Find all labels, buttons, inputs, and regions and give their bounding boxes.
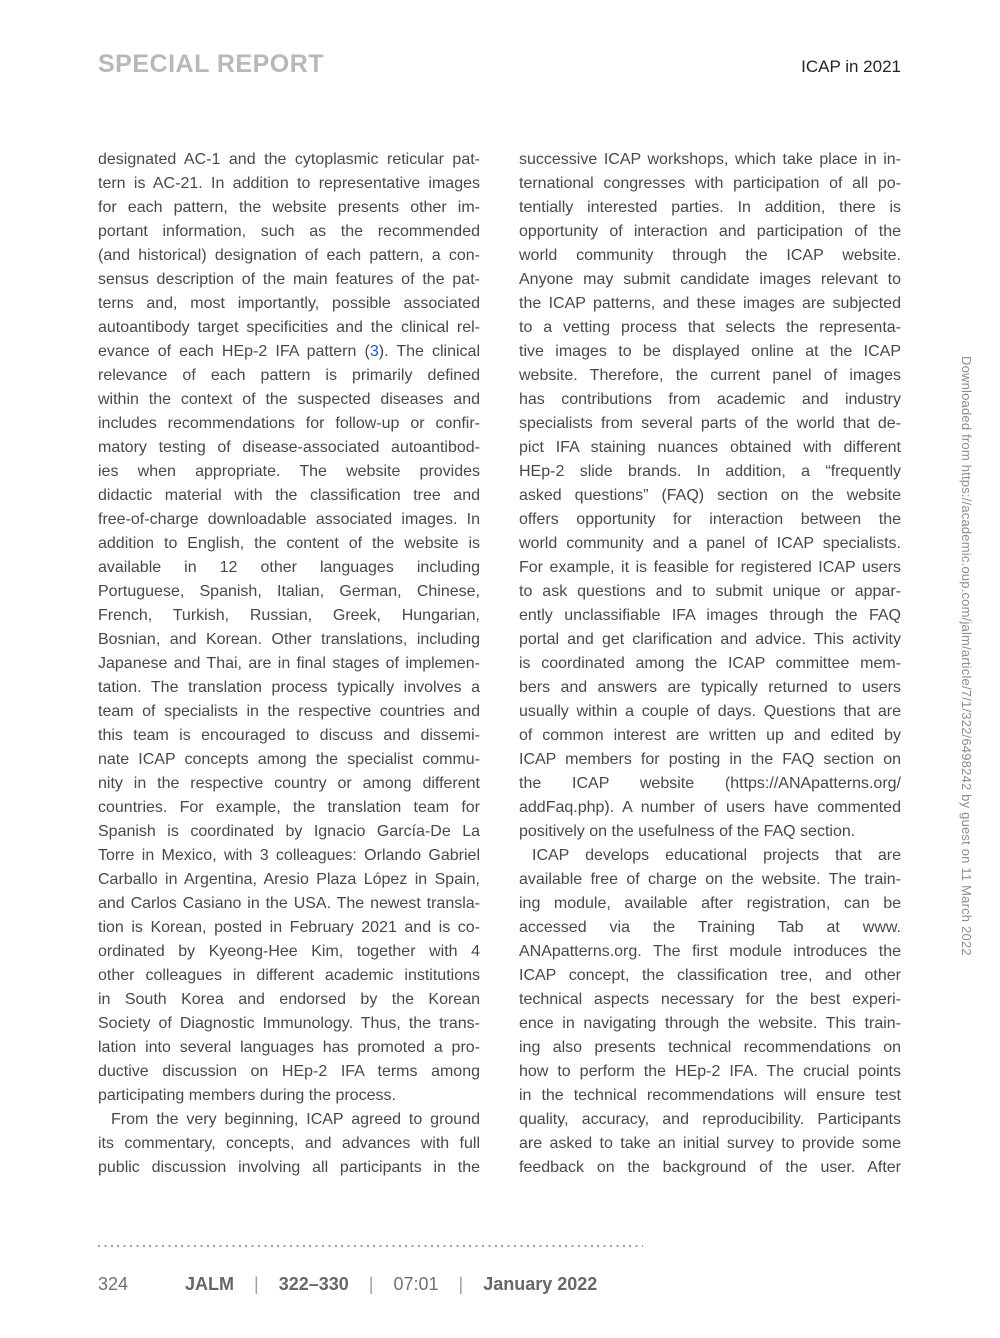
text-segment: to ask questions and to submit unique or appar- xyxy=(519,583,901,600)
text-segment: accessed via the Training Tab at www. xyxy=(519,919,901,936)
text-line xyxy=(98,676,480,700)
text-line xyxy=(519,196,901,220)
text-segment: opportunity of interaction and participation of the xyxy=(519,223,901,240)
text-line xyxy=(519,460,901,484)
text-segment: ing module, available after registration, can be xyxy=(519,895,901,912)
text-segment: the ICAP website (https://ANApatterns.org/ xyxy=(519,775,901,792)
text-line xyxy=(519,580,901,604)
text-segment: this team is encouraged to discuss and dissemi- xyxy=(98,727,480,744)
text-segment: ICAP develops educational projects that are xyxy=(532,847,901,864)
text-segment: bers and answers are typically returned to users xyxy=(519,679,901,696)
text-segment: other colleagues in different academic institutions xyxy=(98,967,480,984)
text-line xyxy=(98,532,480,556)
volume-issue: 07:01 xyxy=(393,1274,439,1294)
text-line xyxy=(98,172,480,196)
text-segment: sensus description of the main features of the pat- xyxy=(98,271,480,288)
text-segment: free-of-charge downloadable associated images. In xyxy=(98,511,480,528)
text-segment: usually within a couple of days. Questions that are xyxy=(519,703,901,720)
text-segment: Torre in Mexico, with 3 colleagues: Orlando Gabriel xyxy=(98,847,480,864)
text-segment: relevance of each pattern is primarily defined xyxy=(98,367,480,384)
text-line xyxy=(98,1156,480,1180)
text-line xyxy=(98,364,480,388)
text-line xyxy=(519,604,901,628)
text-line xyxy=(519,724,901,748)
text-segment: ently unclassifiable IFA images through the FAQ xyxy=(519,607,901,624)
text-line xyxy=(519,1156,901,1180)
text-segment: tion is Korean, posted in February 2021 and is co- xyxy=(98,919,480,936)
text-segment: its commentary, concepts, and advances with full xyxy=(98,1135,480,1152)
text-line xyxy=(519,1132,901,1156)
text-line xyxy=(98,604,480,628)
text-segment: countries. For example, the translation team for xyxy=(98,799,480,816)
text-line xyxy=(98,484,480,508)
text-segment: has contributions from academic and industry xyxy=(519,391,901,408)
text-line xyxy=(98,796,480,820)
text-segment: tern is AC-21. In addition to representative images xyxy=(98,175,480,192)
text-line xyxy=(98,316,480,340)
journal-abbrev: JALM xyxy=(185,1274,234,1294)
text-line xyxy=(98,460,480,484)
text-line xyxy=(98,964,480,988)
page-header xyxy=(98,50,901,79)
text-line xyxy=(519,316,901,340)
footer-separator: | xyxy=(368,1274,374,1294)
text-segment: terns and, most importantly, possible associated xyxy=(98,295,480,312)
text-line xyxy=(519,1084,901,1108)
issue-date: January 2022 xyxy=(483,1274,598,1294)
text-line xyxy=(519,1108,901,1132)
text-segment: are asked to take an initial survey to provide some xyxy=(519,1135,901,1152)
download-watermark: Downloaded from https://academic.oup.com/jalm/article/7/1/322/6498242 by guest on 11 March 2022 xyxy=(959,356,974,956)
citation-link[interactable]: 3 xyxy=(369,343,379,360)
text-line xyxy=(519,868,901,892)
footer-separator: | xyxy=(254,1274,259,1294)
text-segment: specialists from several parts of the world that de- xyxy=(519,415,901,432)
footer-divider xyxy=(98,1245,643,1247)
text-line xyxy=(98,700,480,724)
text-segment: ternational congresses with participation of all po- xyxy=(519,175,901,192)
text-line xyxy=(519,748,901,772)
text-line xyxy=(98,988,480,1012)
text-segment: within the context of the suspected diseases and xyxy=(98,391,480,408)
text-line xyxy=(98,388,480,412)
text-line xyxy=(98,196,480,220)
text-line xyxy=(98,244,480,268)
text-segment: world community and a panel of ICAP specialists. xyxy=(519,535,901,552)
text-segment: quality, accuracy, and reproducibility. Participants xyxy=(519,1111,901,1128)
text-line xyxy=(519,652,901,676)
text-line xyxy=(98,892,480,916)
text-line xyxy=(519,412,901,436)
text-line xyxy=(519,988,901,1012)
text-line xyxy=(98,628,480,652)
text-segment: of common interest are written up and edited by xyxy=(519,727,901,744)
text-line xyxy=(519,220,901,244)
text-segment: nate ICAP concepts among the specialist commu- xyxy=(98,751,480,768)
text-line xyxy=(519,484,901,508)
text-segment: ICAP concept, the classification tree, and other xyxy=(519,967,901,984)
text-line xyxy=(519,964,901,988)
text-segment: Society of Diagnostic Immunology. Thus, the trans- xyxy=(98,1015,480,1032)
text-line xyxy=(519,292,901,316)
text-segment: (and historical) designation of each pattern, a con- xyxy=(98,247,480,264)
text-line xyxy=(519,508,901,532)
text-segment: Carballo in Argentina, Aresio Plaza López in Spain, xyxy=(98,871,480,888)
text-segment: in South Korea and endorsed by the Korean xyxy=(98,991,480,1008)
text-segment: addition to English, the content of the website is xyxy=(98,535,480,552)
page-number: 324 xyxy=(98,1274,129,1294)
text-line xyxy=(98,292,480,316)
page-footer xyxy=(98,1245,901,1295)
text-segment: addFaq.php). A number of users have commented xyxy=(519,799,901,816)
text-segment: designated AC-1 and the cytoplasmic reticular pat- xyxy=(98,151,480,168)
text-segment: website. Therefore, the current panel of images xyxy=(519,367,901,384)
text-line xyxy=(98,1012,480,1036)
text-line xyxy=(98,1084,480,1108)
text-line xyxy=(98,340,480,364)
text-line xyxy=(98,148,480,172)
text-segment: tation. The translation process typically involves a xyxy=(98,679,480,696)
text-segment: offers opportunity for interaction between the xyxy=(519,511,901,528)
text-segment: includes recommendations for follow-up or confir- xyxy=(98,415,480,432)
text-segment: is coordinated among the ICAP committee mem- xyxy=(519,655,901,672)
text-line xyxy=(519,796,901,820)
text-line xyxy=(98,1108,480,1132)
text-line xyxy=(98,412,480,436)
text-segment: available free of charge on the website. The train- xyxy=(519,871,901,888)
text-line xyxy=(98,220,480,244)
text-line xyxy=(98,508,480,532)
text-segment: tentially interested parties. In addition, there is xyxy=(519,199,901,216)
text-segment: tive images to be displayed online at the ICAP xyxy=(519,343,901,360)
running-title: ICAP in 2021 xyxy=(801,57,901,76)
text-line xyxy=(519,892,901,916)
text-segment: matory testing of disease-associated autoantibod- xyxy=(98,439,480,456)
text-line xyxy=(519,148,901,172)
text-segment: available in 12 other languages including xyxy=(98,559,480,576)
text-segment: nity in the respective country or among different xyxy=(98,775,480,792)
text-line xyxy=(519,340,901,364)
text-line xyxy=(98,1060,480,1084)
text-line xyxy=(98,652,480,676)
text-line xyxy=(519,172,901,196)
text-line xyxy=(98,436,480,460)
text-segment: ). The clinical xyxy=(378,343,480,360)
text-segment: For example, it is feasible for registered ICAP users xyxy=(519,559,901,576)
text-segment: pict IFA staining nuances obtained with different xyxy=(519,439,901,456)
text-line xyxy=(519,772,901,796)
text-line xyxy=(98,724,480,748)
text-segment: French, Turkish, Russian, Greek, Hungarian, xyxy=(98,607,480,624)
text-line xyxy=(98,556,480,580)
text-line xyxy=(519,820,901,844)
text-segment: world community through the ICAP website. xyxy=(519,247,901,264)
text-column-2 xyxy=(519,148,901,1180)
text-line xyxy=(98,940,480,964)
text-line xyxy=(519,1012,901,1036)
text-line xyxy=(98,772,480,796)
text-line xyxy=(98,1132,480,1156)
text-line xyxy=(519,916,901,940)
text-segment: autoantibody target specificities and the clinical rel- xyxy=(98,319,480,336)
text-line xyxy=(519,1036,901,1060)
text-line xyxy=(98,868,480,892)
text-segment: Portuguese, Spanish, Italian, German, Chinese, xyxy=(98,583,480,600)
text-segment: Spanish is coordinated by Ignacio García-De La xyxy=(98,823,480,840)
text-line xyxy=(519,244,901,268)
text-segment: Bosnian, and Korean. Other translations, including xyxy=(98,631,480,648)
text-segment: ductive discussion on HEp-2 IFA terms among xyxy=(98,1063,480,1080)
text-segment: asked questions” (FAQ) section on the website xyxy=(519,487,901,504)
text-line xyxy=(98,844,480,868)
footer-citation xyxy=(185,1274,597,1295)
text-line xyxy=(519,628,901,652)
text-line xyxy=(519,844,901,868)
footer-line xyxy=(98,1274,901,1295)
text-segment: Japanese and Thai, are in final stages of implemen- xyxy=(98,655,480,672)
text-segment: and Carlos Casiano in the USA. The newest transla- xyxy=(98,895,480,912)
text-segment: Anyone may submit candidate images relevant to xyxy=(519,271,901,288)
page-range: 322–330 xyxy=(278,1274,349,1294)
text-segment: HEp-2 slide brands. In addition, a “frequently xyxy=(519,463,901,480)
footer-separator: | xyxy=(458,1274,464,1294)
text-line xyxy=(519,940,901,964)
text-line xyxy=(519,676,901,700)
text-segment: feedback on the background of the user. After xyxy=(519,1159,901,1176)
text-segment: ICAP members for posting in the FAQ section on xyxy=(519,751,901,768)
text-segment: technical aspects necessary for the best experi- xyxy=(519,991,901,1008)
text-segment: ordinated by Kyeong-Hee Kim, together with 4 xyxy=(98,943,480,960)
text-segment: to a vetting process that selects the representa- xyxy=(519,319,901,336)
text-segment: ANApatterns.org. The first module introduces the xyxy=(519,943,901,960)
text-segment: team of specialists in the respective countries and xyxy=(98,703,480,720)
text-line xyxy=(98,748,480,772)
text-segment: portal and get clarification and advice. This activity xyxy=(519,631,901,648)
text-segment: positively on the usefulness of the FAQ section. xyxy=(519,823,856,840)
text-segment: in the technical recommendations will ensure test xyxy=(519,1087,901,1104)
text-segment: didactic material with the classification tree and xyxy=(98,487,480,504)
text-line xyxy=(519,700,901,724)
text-line xyxy=(519,436,901,460)
text-segment: the ICAP patterns, and these images are subjected xyxy=(519,295,901,312)
text-segment: how to perform the HEp-2 IFA. The crucial points xyxy=(519,1063,901,1080)
text-segment: portant information, such as the recommended xyxy=(98,223,480,240)
text-line xyxy=(519,532,901,556)
text-segment: From the very beginning, ICAP agreed to ground xyxy=(111,1111,480,1128)
text-line xyxy=(98,916,480,940)
text-line xyxy=(519,1060,901,1084)
text-segment: successive ICAP workshops, which take place in in- xyxy=(519,151,901,168)
text-segment: for each pattern, the website presents other im- xyxy=(98,199,480,216)
text-segment: public discussion involving all participants in the xyxy=(98,1159,480,1176)
text-line xyxy=(98,580,480,604)
text-segment: lation into several languages has promoted a pro- xyxy=(98,1039,480,1056)
text-line xyxy=(519,364,901,388)
text-segment: ing also presents technical recommendations on xyxy=(519,1039,901,1056)
section-label: SPECIAL REPORT xyxy=(98,50,325,78)
text-line xyxy=(519,388,901,412)
text-line xyxy=(98,1036,480,1060)
text-segment: ies when appropriate. The website provides xyxy=(98,463,480,480)
text-segment: participating members during the process. xyxy=(98,1087,396,1104)
text-line xyxy=(519,268,901,292)
text-line xyxy=(98,268,480,292)
text-line xyxy=(98,820,480,844)
text-column-1 xyxy=(98,148,480,1180)
text-line xyxy=(519,556,901,580)
text-segment: evance of each HEp-2 IFA pattern ( xyxy=(98,343,370,360)
text-segment: ence in navigating through the website. This train- xyxy=(519,1015,901,1032)
article-body xyxy=(98,148,901,1180)
